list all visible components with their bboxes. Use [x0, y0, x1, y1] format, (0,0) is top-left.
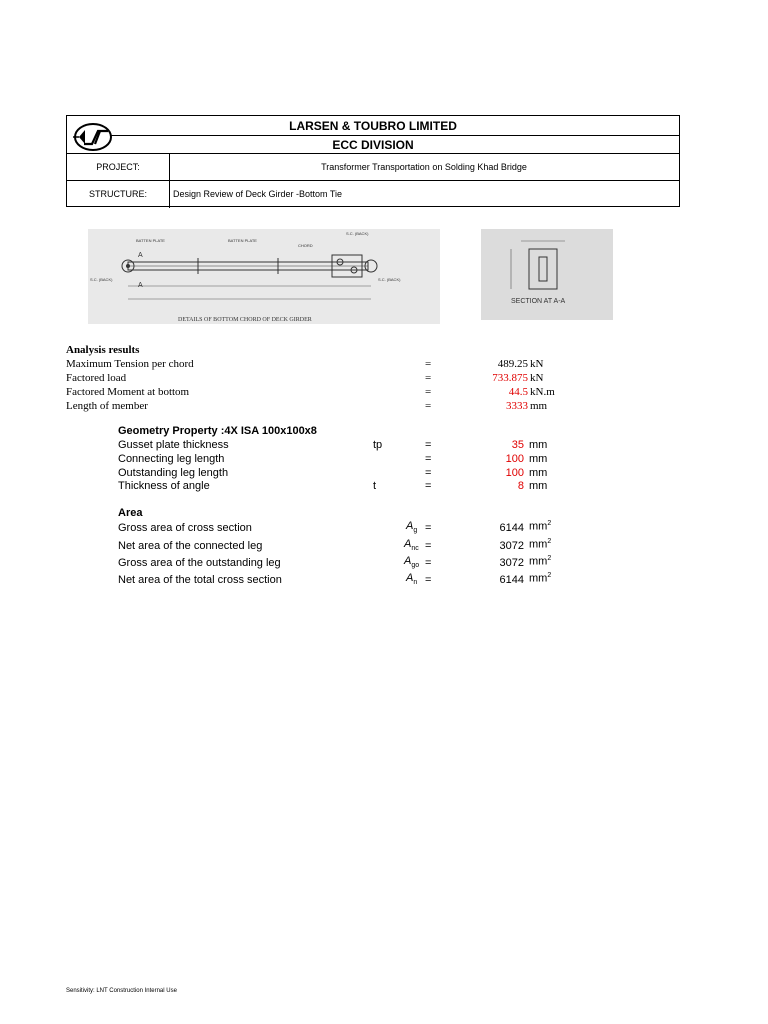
geometry-eq: = [425, 439, 432, 451]
analysis-value: 44.5 [508, 386, 528, 398]
geometry-value: 100 [505, 467, 524, 479]
geometry-value: 35 [511, 439, 524, 451]
area-symbol: $A_g$ [406, 520, 418, 535]
area-value: 3072 [499, 540, 524, 552]
drawing-caption: DETAILS OF BOTTOM CHORD OF DECK GIRDER [178, 317, 312, 323]
area-unit: $mm^2$ [529, 538, 552, 551]
geometry-value: 8 [517, 480, 524, 492]
drawing-label: BATTEN PLATE [136, 238, 165, 243]
analysis-value: 733.875 [492, 372, 528, 384]
company-name: LARSEN & TOUBRO LIMITED [289, 119, 457, 133]
area-value: 6144 [499, 522, 524, 534]
analysis-unit: kN [530, 372, 544, 384]
area-eq: = [425, 522, 432, 534]
geometry-label: Gusset plate thickness [118, 439, 229, 451]
project-value: Transformer Transportation on Solding Khad Bridge [321, 162, 527, 172]
section-drawing [481, 229, 613, 320]
area-eq: = [425, 540, 432, 552]
geometry-label: Thickness of angle [118, 480, 210, 492]
drawing-label: S.C. (BACK) [378, 277, 401, 282]
geometry-eq: = [425, 453, 432, 465]
geometry-label: Outstanding leg length [118, 467, 229, 479]
analysis-eq: = [425, 400, 432, 412]
drawing-label: BATTEN PLATE [228, 238, 257, 243]
structure-label: STRUCTURE: [89, 189, 147, 199]
analysis-value: 489.25 [497, 358, 528, 370]
analysis-value: 3333 [506, 400, 528, 412]
section-sketch [481, 229, 613, 320]
analysis-unit: kN [530, 358, 544, 370]
area-unit: $mm^2$ [529, 572, 552, 585]
geometry-value: 100 [505, 453, 524, 465]
drawing-label: A [138, 252, 143, 259]
geometry-eq: = [425, 467, 432, 479]
analysis-label: Factored load [66, 372, 127, 384]
project-label: PROJECT: [96, 162, 140, 172]
geometry-unit: mm [529, 453, 548, 465]
bottom-chord-drawing [88, 229, 440, 324]
analysis-unit: kN.m [530, 386, 555, 398]
drawing-label: S.C. (BACK) [90, 277, 113, 282]
geometry-symbol: tp [373, 439, 383, 451]
geometry-eq: = [425, 480, 432, 492]
analysis-eq: = [425, 372, 432, 384]
area-label: Gross area of cross section [118, 522, 252, 534]
area-symbol: $A_n$ [406, 572, 418, 587]
analysis-unit: mm [530, 400, 548, 412]
structure-value: Design Review of Deck Girder -Bottom Tie [173, 189, 343, 199]
geometry-symbol: t [373, 480, 377, 492]
drawing-label: S.C. (BACK) [346, 231, 369, 236]
analysis-eq: = [425, 358, 432, 370]
division-name: ECC DIVISION [332, 138, 414, 152]
geometry-label: Connecting leg length [118, 453, 225, 465]
geometry-title: Geometry Property :4X ISA 100x100x8 [118, 425, 317, 437]
header-table [66, 115, 680, 207]
area-symbol: $A_{nc}$ [404, 538, 419, 553]
analysis-label: Factored Moment at bottom [66, 386, 190, 398]
analysis-eq: = [425, 386, 432, 398]
sensitivity-footer: Sensitivity: LNT Construction Internal Use [66, 988, 177, 994]
area-label: Net area of the connected leg [118, 540, 263, 552]
geometry-unit: mm [529, 467, 548, 479]
analysis-title: Analysis results [66, 344, 140, 356]
geometry-unit: mm [529, 480, 548, 492]
section-caption: SECTION AT A-A [511, 298, 566, 305]
area-eq: = [425, 574, 432, 586]
drawing-label: A [138, 282, 143, 289]
area-label: Gross area of the outstanding leg [118, 557, 281, 569]
area-symbol: $A_{go}$ [404, 555, 420, 570]
area-value: 3072 [499, 557, 524, 569]
area-unit: $mm^2$ [529, 555, 552, 568]
analysis-label: Maximum Tension per chord [66, 358, 194, 370]
area-label: Net area of the total cross section [118, 574, 282, 586]
area-unit: $mm^2$ [529, 520, 552, 533]
area-eq: = [425, 557, 432, 569]
drawing-label: CHORD [298, 243, 313, 248]
area-title: Area [118, 507, 143, 519]
analysis-label: Length of member [66, 400, 148, 412]
geometry-unit: mm [529, 439, 548, 451]
area-value: 6144 [499, 574, 524, 586]
bottom-chord-sketch [88, 229, 440, 324]
